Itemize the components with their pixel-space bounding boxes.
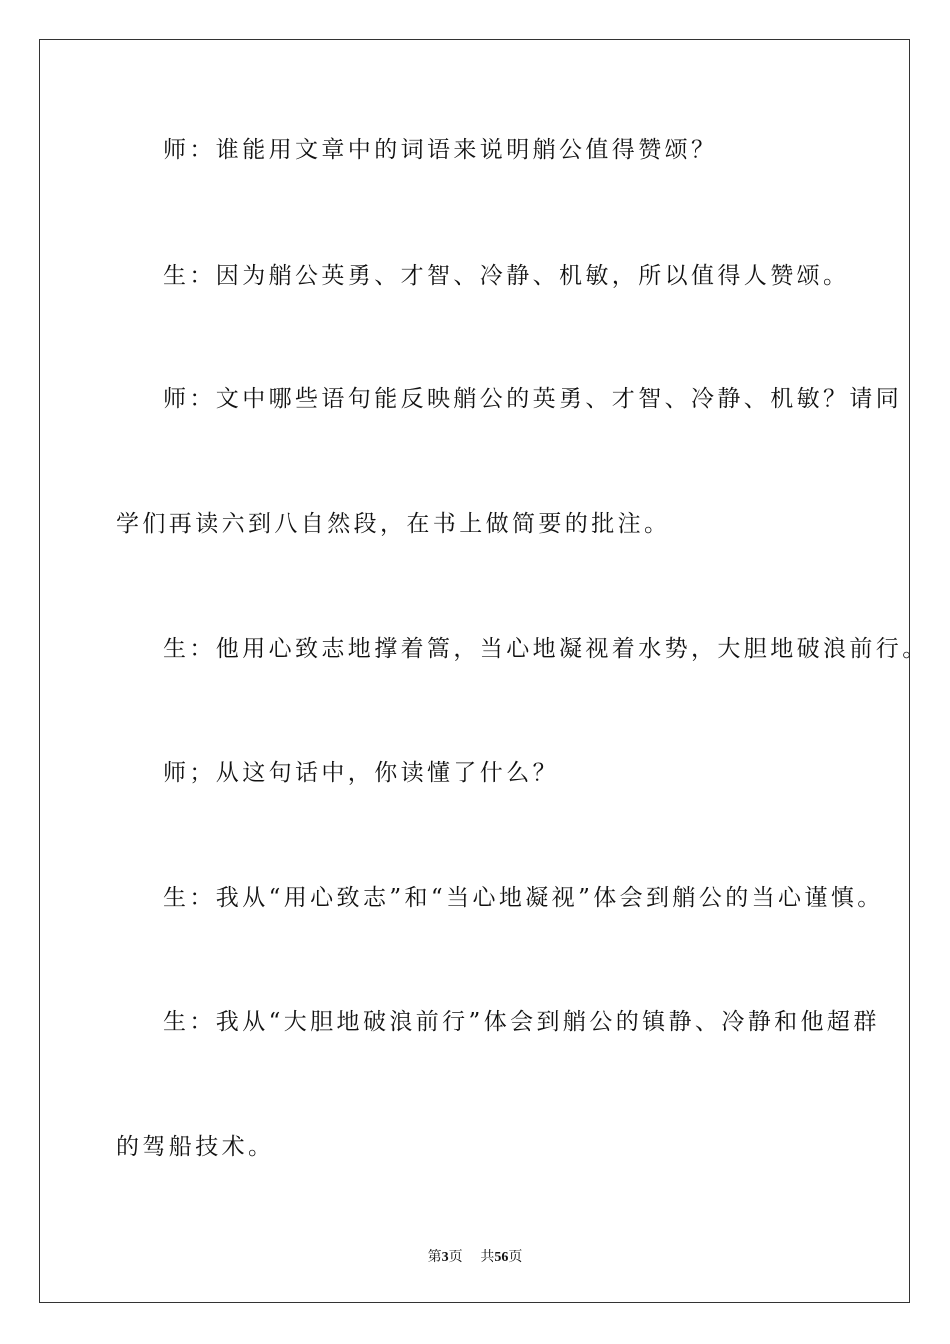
paragraph-line-6: 师；从这句话中，你读懂了什么？ bbox=[163, 760, 559, 786]
page-suffix: 页 bbox=[448, 1249, 463, 1265]
page-prefix: 第 bbox=[427, 1249, 442, 1265]
paragraph-line-8: 生：我从“大胆地破浪前行”体会到艄公的镇静、冷静和他超群 bbox=[163, 1009, 880, 1035]
paragraph-line-5: 生：他用心致志地撑着篙，当心地凝视着水势，大胆地破浪前行。 bbox=[163, 636, 929, 662]
paragraph-line-3: 师：文中哪些语句能反映艄公的英勇、才智、冷静、机敏？请同 bbox=[163, 386, 903, 412]
total-page-count: 56 bbox=[494, 1250, 509, 1265]
paragraph-line-1: 师：谁能用文章中的词语来说明艄公值得赞颂？ bbox=[163, 137, 718, 163]
paragraph-line-9: 的驾船技术。 bbox=[116, 1134, 275, 1160]
paragraph-line-2: 生：因为艄公英勇、才智、冷静、机敏，所以值得人赞颂。 bbox=[163, 263, 850, 289]
total-suffix: 页 bbox=[508, 1249, 523, 1265]
paragraph-line-7: 生：我从“用心致志”和“当心地凝视”体会到艄公的当心谨慎。 bbox=[163, 885, 884, 911]
paragraph-line-4: 学们再读六到八自然段，在书上做简要的批注。 bbox=[116, 511, 671, 537]
page-footer bbox=[0, 1248, 950, 1267]
current-page-number: 3 bbox=[441, 1250, 449, 1265]
page-border bbox=[39, 39, 910, 1303]
total-prefix: 共 bbox=[480, 1249, 495, 1265]
